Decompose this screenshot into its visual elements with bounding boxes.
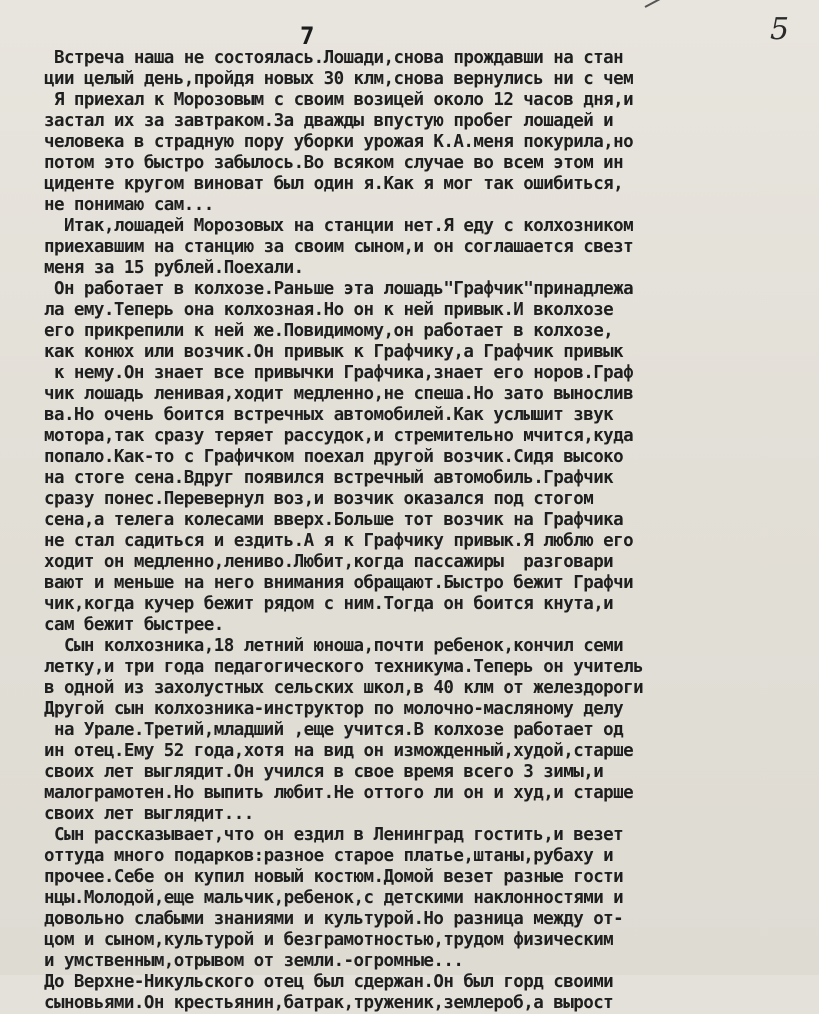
text-line: на стоге сена.Вдруг появился встречный автомобиль.Графчик [24,468,614,488]
text-line: Встреча наша не состоялась.Лошади,снова прождавши на стан [24,48,624,68]
text-line: застал их за завтраком.За дважды впустую пробег лошадей и [24,111,614,131]
text-line: своих лет выглядит.Он учился в свое время всего 3 зимы,и [24,762,604,782]
text-line: ла ему.Теперь она колхозная.Но он к ней привык.И вколхозе [24,300,614,320]
text-line: летку,и три года педагогического техникума.Теперь он учитель [24,657,644,677]
text-line: как конюх или возчик.Он привык к Графчику,а Графчик привык [24,342,624,362]
text-line: к нему.Он знает все привычки Графчика,знает его норов.Граф [24,363,634,383]
text-line: и умственным,отрывом от земли.-огромные... [24,951,464,971]
text-line: Сын колхозника,18 летний юноша,почти ребенок,кончил семи [24,636,624,656]
text-line: потом это быстро забылось.Во всяком случае во всем этом ин [24,153,624,173]
text-line: сена,а телега колесами вверх.Больше тот возчик на Графчика [24,510,624,530]
text-line: попало.Как-то с Графичком поехал другой возчик.Сидя высоко [24,447,624,467]
text-line: мотора,так сразу теряет рассудок,и стремительно мчится,куда [24,426,634,446]
text-line: циденте кругом виноват был один я.Как я мог так ошибиться, [24,174,624,194]
text-line: Я приехал к Морозовым с своим возицей около 12 часов дня,и [24,90,634,110]
text-line: ции целый день,пройдя новых 30 клм,снова вернулись ни с чем [24,69,634,89]
text-line: ва.Но очень боится встречных автомобилей.Как услышит звук [24,405,614,425]
text-line: меня за 15 рублей.Поехали. [24,258,304,278]
text-line: в одной из захолустных сельских школ,в 40 клм от желездороги [24,678,644,698]
text-line: его прикрепили к ней же.Повидимому,он работает в колхозе, [24,321,614,341]
text-line: чик,когда кучер бежит рядом с ним.Тогда он боится кнута,и [24,594,614,614]
text-line: сразу понес.Перевернул воз,и возчик оказался под стогом [24,489,594,509]
text-line: довольно слабыми знаниями и культурой.Но разница между от- [24,909,624,929]
pencil-stroke-mark [645,0,708,8]
text-line: прочее.Себе он купил новый костюм.Домой везет разные гости [24,867,624,887]
text-line: приехавшим на станцию за своим сыном,и он соглашается свезт [24,237,634,257]
text-line: Он работает в колхозе.Раньше эта лошадь"Графчик"принадлежа [24,279,634,299]
text-line: Итак,лошадей Морозовых на станции нет.Я еду с колхозником [24,216,634,236]
text-line: не стал садиться и ездить.А я к Графчику привык.Я люблю его [24,531,634,551]
text-line: ходит он медленно,лениво.Любит,когда пассажиры разговари [24,552,614,572]
text-line: цом и сыном,культурой и безграмотностью,трудом физическим [24,930,614,950]
text-line: сыновьями.Он крестьянин,батрак,труженик,землероб,а вырост [24,993,614,1013]
text-line: не понимаю сам... [24,195,214,215]
text-line: сам бежит быстрее. [24,615,224,635]
text-line: малограмотен.Но выпить любит.Не оттого ли он и худ,и старше [24,783,634,803]
text-line: До Верхне-Никульского отец был сдержан.Он был горд своими [24,972,614,992]
text-line: Сын рассказывает,что он ездил в Ленинград гостить,и везет [24,825,624,845]
text-line: на Урале.Третий,младший ,еще учится.В колхозе работает од [24,720,624,740]
text-line: ин отец.Ему 52 года,хотя на вид он изможденный,худой,старше [24,741,634,761]
page-number: 7 [300,22,315,50]
text-line: своих лет выглядит... [24,804,254,824]
handwritten-page-number: 5 [770,12,790,47]
text-line: нцы.Молодой,еще мальчик,ребенок,с детскими наклонностями и [24,888,624,908]
text-line: вают и меньше на него внимания обращают.Быстро бежит Графчи [24,573,634,593]
text-line: человека в страдную пору уборки урожая К.А.меня покурила,но [24,132,634,152]
text-line: Другой сын колхозника-инструктор по молочно-масляному делу [24,699,624,719]
text-line: чик лошадь ленивая,ходит медленно,не спеша.Но зато вынослив [24,384,634,404]
document-body [24,48,814,1014]
text-line: оттуда много подарков:разное старое платье,штаны,рубаху и [24,846,614,866]
